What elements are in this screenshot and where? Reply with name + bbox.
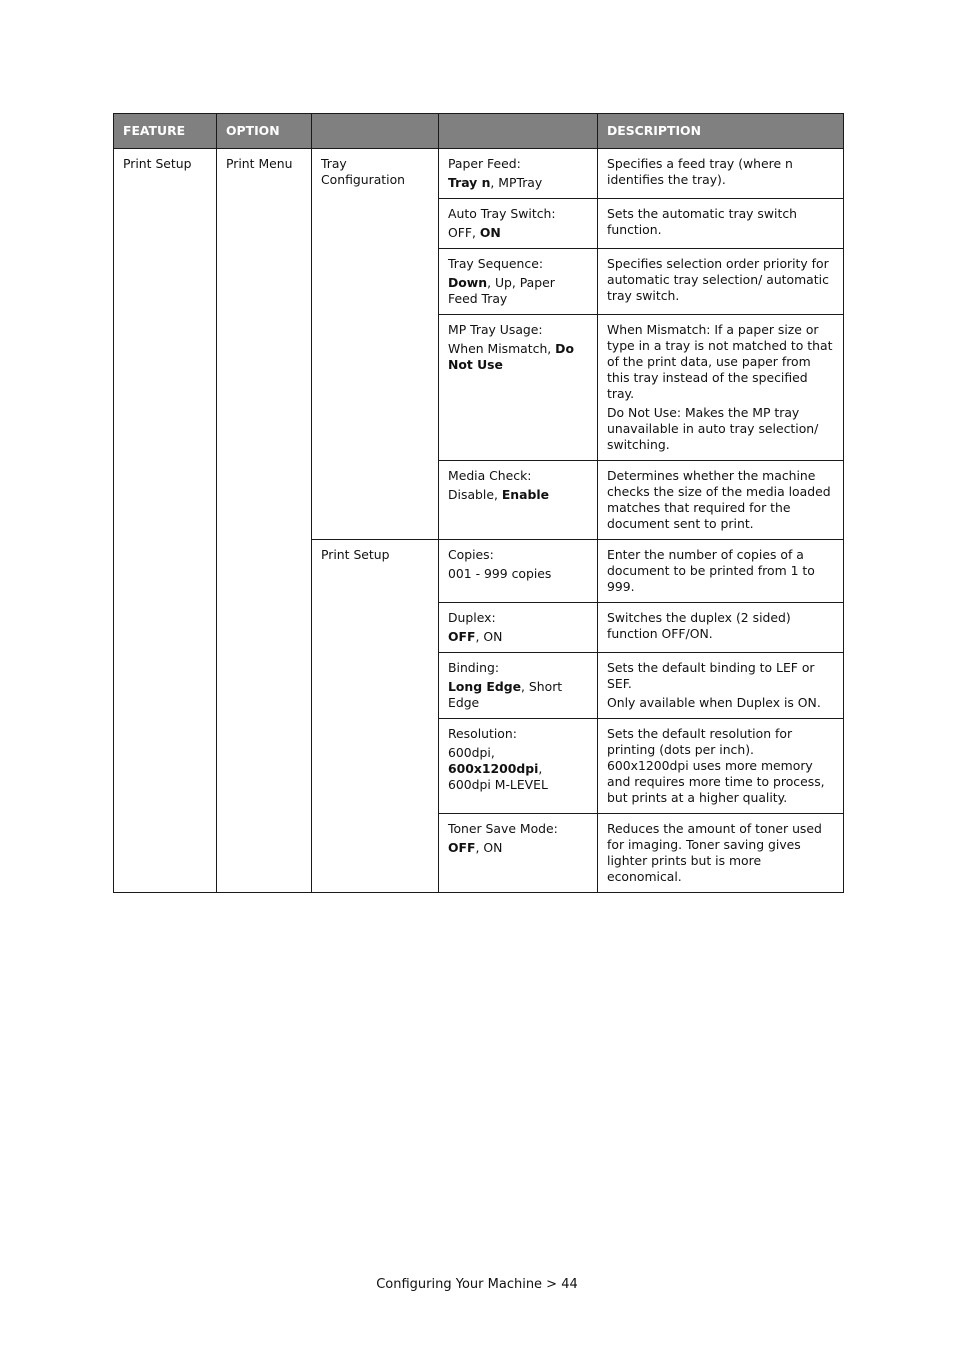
setting-values — [448, 275, 588, 307]
setting-cell — [439, 719, 598, 814]
setting-values — [448, 175, 588, 191]
setting-value: , MPTray — [490, 175, 543, 190]
description-cell — [598, 603, 844, 653]
setting-value: OFF, — [448, 225, 480, 240]
default-value: Tray n — [448, 175, 491, 190]
description-cell — [598, 653, 844, 719]
setting-value: Disable, — [448, 487, 502, 502]
default-value: OFF — [448, 629, 476, 644]
setting-values — [448, 341, 588, 373]
setting-values — [448, 679, 588, 711]
description-text: Determines whether the machine checks the size of the media loaded matches that required for the document sent to print. — [607, 468, 831, 531]
description-text: Sets the default resolution for printing (dots per inch). 600x1200dpi uses more memory and requires more time to process, but prints at a higher quality. — [607, 726, 825, 805]
setting-cell — [439, 149, 598, 199]
table-body — [114, 149, 844, 893]
setting-values — [448, 225, 588, 241]
setting-cell — [439, 603, 598, 653]
default-value: OFF — [448, 840, 476, 855]
settings-table — [113, 113, 844, 893]
default-value: Enable — [501, 487, 550, 502]
setting-name: Tray Sequence: — [448, 256, 543, 271]
default-value: 600x1200dpi — [448, 761, 539, 776]
description-cell — [598, 249, 844, 315]
description-cell — [598, 719, 844, 814]
description-text: When Mismatch: If a paper size or type in a tray is not matched to that of the print data, use paper from this tray instead of the specified tray. — [607, 322, 833, 401]
setting-cell — [439, 315, 598, 461]
description-cell — [598, 461, 844, 540]
setting-value: When Mismatch, — [448, 341, 556, 356]
header-option: OPTION — [217, 114, 312, 149]
setting-value: 001 - 999 copies — [448, 566, 552, 581]
setting-name: MP Tray Usage: — [448, 322, 543, 337]
setting-value: 600dpi, — [448, 745, 495, 760]
setting-cell — [439, 199, 598, 249]
setting-cell — [439, 249, 598, 315]
header-description: DESCRIPTION — [598, 114, 844, 149]
setting-values — [448, 840, 588, 856]
description-text: Sets the default binding to LEF or SEF. — [607, 660, 815, 691]
description-text: Specifies selection order priority for automatic tray selection/ automatic tray switch. — [607, 256, 829, 303]
default-value: Long Edge — [448, 679, 522, 694]
setting-values — [448, 629, 588, 645]
table-header-row — [114, 114, 844, 149]
description-cell — [598, 149, 844, 199]
table-row — [114, 149, 844, 199]
setting-value: , 600dpi M-LEVEL — [448, 761, 548, 792]
setting-name: Toner Save Mode: — [448, 821, 558, 836]
setting-value: , Short Edge — [448, 679, 563, 710]
setting-name: Binding: — [448, 660, 499, 675]
setting-value: , Up, Paper Feed Tray — [448, 275, 555, 306]
setting-value: , ON — [475, 629, 503, 644]
setting-values — [448, 566, 588, 582]
description-text: Sets the automatic tray switch function. — [607, 206, 797, 237]
default-value: Do Not Use — [448, 341, 574, 372]
description-text: Switches the duplex (2 sided) function OFF/ON. — [607, 610, 791, 641]
setting-value: , ON — [475, 840, 503, 855]
setting-cell — [439, 540, 598, 603]
description-cell — [598, 199, 844, 249]
setting-name: Copies: — [448, 547, 494, 562]
description-cell — [598, 814, 844, 893]
setting-cell — [439, 814, 598, 893]
setting-name: Auto Tray Switch: — [448, 206, 556, 221]
default-value: ON — [479, 225, 501, 240]
description-cell — [598, 315, 844, 461]
setting-values — [448, 487, 588, 503]
description-text: Reduces the amount of toner used for imaging. Toner saving gives lighter prints but is more economical. — [607, 821, 822, 884]
page-footer: Configuring Your Machine > 44 — [376, 1277, 578, 1292]
header-feature: FEATURE — [114, 114, 217, 149]
submenu-cell: Tray Configuration — [312, 149, 439, 540]
feature-cell: Print Setup — [114, 149, 217, 893]
header-submenu — [312, 114, 439, 149]
setting-name: Duplex: — [448, 610, 496, 625]
description-text: Specifies a feed tray (where n identifies the tray). — [607, 156, 793, 187]
setting-name: Paper Feed: — [448, 156, 521, 171]
description-text: Do Not Use: Makes the MP tray unavailable in auto tray selection/ switching. — [607, 405, 819, 452]
setting-values — [448, 745, 588, 793]
default-value: Down — [448, 275, 488, 290]
description-text: Enter the number of copies of a document to be printed from 1 to 999. — [607, 547, 815, 594]
description-cell — [598, 540, 844, 603]
setting-cell — [439, 653, 598, 719]
description-text: Only available when Duplex is ON. — [607, 695, 821, 710]
option-cell: Print Menu — [217, 149, 312, 893]
setting-name: Media Check: — [448, 468, 532, 483]
setting-cell — [439, 461, 598, 540]
header-setting — [439, 114, 598, 149]
submenu-cell: Print Setup — [312, 540, 439, 893]
setting-name: Resolution: — [448, 726, 517, 741]
